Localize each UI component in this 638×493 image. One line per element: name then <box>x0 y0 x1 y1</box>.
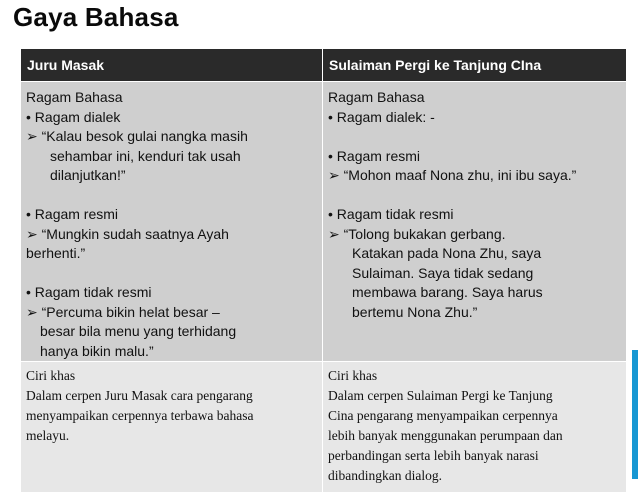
right-quote-tidak-resmi-cont: Katakan pada Nona Zhu, saya <box>352 245 542 261</box>
spacer <box>26 264 318 284</box>
left-quote-resmi-cont: berhenti.” <box>26 245 86 261</box>
right-quote-resmi: ➢ “Mohon maaf Nona zhu, ini ibu saya.” <box>328 167 577 183</box>
header-sulaiman: Sulaiman Pergi ke Tanjung CIna <box>323 49 627 82</box>
left-ciri-khas-text: Dalam cerpen Juru Masak cara pengarang <box>26 388 253 403</box>
left-bullet-dialek: • Ragam dialek <box>26 108 121 125</box>
header-juru-masak: Juru Masak <box>21 49 323 82</box>
page-title: Gaya Bahasa <box>13 2 179 32</box>
header-row <box>21 49 627 82</box>
right-foot-cell <box>323 362 627 493</box>
right-ciri-khas-text: lebih banyak menggunakan perumpaan dan <box>328 428 563 443</box>
left-ciri-khas-text: melayu. <box>26 428 70 443</box>
left-foot-cell <box>21 362 323 493</box>
right-bullet-dialek: • Ragam dialek: - <box>328 108 435 125</box>
left-quote-tidak-resmi-cont: besar bila menu yang terhidang <box>40 323 237 339</box>
right-quote-tidak-resmi: ➢ “Tolong bukakan gerbang. <box>328 225 506 242</box>
left-bullet-resmi: • Ragam resmi <box>26 206 119 222</box>
right-body-cell <box>323 82 627 362</box>
left-quote-tidak-resmi-cont: hanya bikin malu.” <box>40 342 154 359</box>
right-ciri-khas-text: Cina pengarang menyampaikan cerpennya <box>328 408 558 423</box>
left-body-cell <box>21 82 323 362</box>
left-quote-resmi: ➢ “Mungkin sudah saatnya Ayah <box>26 225 229 242</box>
right-ciri-khas-text: Dalam cerpen Sulaiman Pergi ke Tanjung <box>328 388 553 403</box>
accent-bar <box>632 350 638 479</box>
left-quote-dialek-cont: dilanjutkan!” <box>50 167 126 183</box>
left-quote-tidak-resmi: ➢ “Percuma bikin helat besar – <box>26 303 220 320</box>
left-heading: Ragam Bahasa <box>26 89 123 105</box>
right-ciri-khas-text: perbandingan serta lebih banyak narasi <box>328 448 539 463</box>
left-ciri-khas-text: menyampaikan cerpennya terbawa bahasa <box>26 408 254 423</box>
spacer <box>328 127 622 147</box>
right-bullet-resmi: • Ragam resmi <box>328 147 421 164</box>
right-quote-tidak-resmi-cont: bertemu Nona Zhu.” <box>352 303 478 320</box>
right-ciri-khas-label: Ciri khas <box>328 368 378 383</box>
spacer <box>26 186 318 206</box>
right-quote-tidak-resmi-cont: Sulaiman. Saya tidak sedang <box>352 264 534 281</box>
spacer <box>328 186 622 206</box>
comparison-table <box>20 48 627 493</box>
body-row <box>21 82 627 362</box>
left-quote-dialek-cont: sehambar ini, kenduri tak usah <box>50 147 241 164</box>
left-quote-dialek: ➢ “Kalau besok gulai nangka masih <box>26 128 248 144</box>
right-quote-tidak-resmi-cont: membawa barang. Saya harus <box>352 284 543 300</box>
left-ciri-khas-label: Ciri khas <box>26 368 76 383</box>
footer-row <box>21 362 627 493</box>
right-bullet-tidak-resmi: • Ragam tidak resmi <box>328 206 454 222</box>
left-bullet-tidak-resmi: • Ragam tidak resmi <box>26 284 152 300</box>
right-ciri-khas-text: dibandingkan dialog. <box>328 468 442 483</box>
right-heading: Ragam Bahasa <box>328 89 425 105</box>
